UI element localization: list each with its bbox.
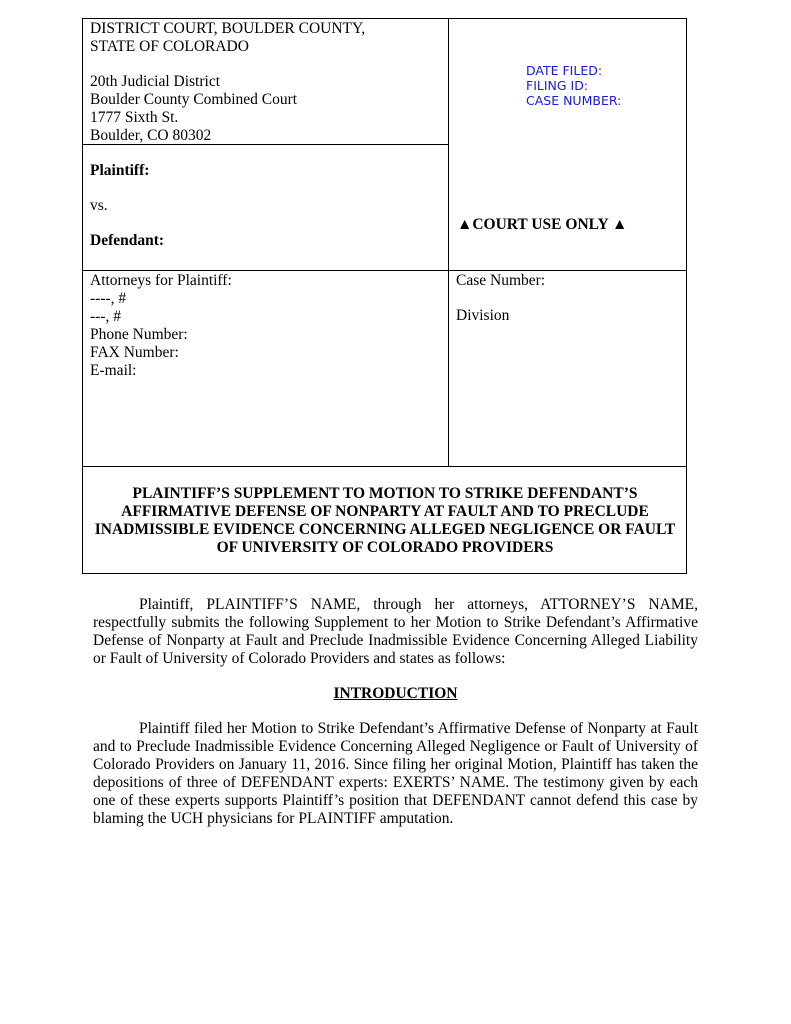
court-use-only-label: ▲COURT USE ONLY ▲ <box>457 216 628 233</box>
attorney-line: E-mail: <box>90 362 137 379</box>
spacer <box>90 215 448 232</box>
division-label: Division <box>456 307 510 324</box>
attorney-info-cell <box>83 270 449 467</box>
court-line: Boulder, CO 80302 <box>90 127 212 144</box>
case-number-stamp-label: CASE NUMBER: <box>526 93 622 108</box>
date-filed-label: DATE FILED: <box>526 63 603 78</box>
court-line: STATE OF COLORADO <box>90 38 249 55</box>
title-line: AFFIRMATIVE DEFENSE OF NONPARTY AT FAULT AND TO PRECLUDE <box>121 503 649 520</box>
court-line: 1777 Sixth St. <box>90 109 179 126</box>
attorney-line: FAX Number: <box>90 344 179 361</box>
court-line: 20th Judicial District <box>90 73 221 90</box>
body-paragraph: Plaintiff filed her Motion to Strike Defendant’s Affirmative Defense of Nonparty at Fault and to Preclude Inadmissible Evidence Concerning Alleged Negligence or Fault of University of Colorado Providers on January 11, 2016. Since filing her original Motion, Plaintiff has taken the depositions of three of DEFENDANT experts: EXERTS’ NAME. The testimony given by each one of these experts supports Plaintiff’s position that DEFENDANT cannot defend this case by blaming the UCH physicians for PLAINTIFF amputation. <box>93 720 698 827</box>
intro-paragraph: Plaintiff, PLAINTIFF’S NAME, through her attorneys, ATTORNEY’S NAME, respectfully submits the following Supplement to her Motion to Strike Defendant’s Affirmative Defense of Nonparty at Fault and Preclude Inadmissible Evidence Concerning Alleged Liability or Fault of University of Colorado Providers and states as follows: <box>93 596 698 667</box>
defendant-label: Defendant: <box>90 232 165 249</box>
case-number-cell <box>449 270 687 467</box>
parties-cell <box>83 145 449 270</box>
vs-label: vs. <box>90 197 108 214</box>
spacer <box>456 290 687 307</box>
court-use-cell <box>449 19 687 270</box>
plaintiff-label: Plaintiff: <box>90 162 150 179</box>
court-line-spacer <box>90 56 448 73</box>
spacer <box>90 180 448 197</box>
court-line: Boulder County Combined Court <box>90 91 298 108</box>
attorney-line: ----, # <box>90 290 127 307</box>
case-number-label: Case Number: <box>456 272 546 289</box>
attorney-line: Attorneys for Plaintiff: <box>90 272 232 289</box>
case-caption-table <box>82 18 687 574</box>
document-body <box>93 596 698 828</box>
title-line: INADMISSIBLE EVIDENCE CONCERNING ALLEGED NEGLIGENCE OR FAULT <box>94 521 676 538</box>
court-line: DISTRICT COURT, BOULDER COUNTY, <box>90 20 366 37</box>
section-heading: INTRODUCTION <box>333 685 458 702</box>
attorney-line: ---, # <box>90 308 121 325</box>
filing-id-label: FILING ID: <box>526 78 589 93</box>
title-line: PLAINTIFF’S SUPPLEMENT TO MOTION TO STRIKE DEFENDANT’S <box>132 485 638 502</box>
court-info-cell <box>83 19 449 145</box>
document-title <box>83 467 687 574</box>
attorney-line: Phone Number: <box>90 326 188 343</box>
filing-stamp <box>526 63 621 108</box>
title-line: OF UNIVERSITY OF COLORADO PROVIDERS <box>216 539 554 556</box>
